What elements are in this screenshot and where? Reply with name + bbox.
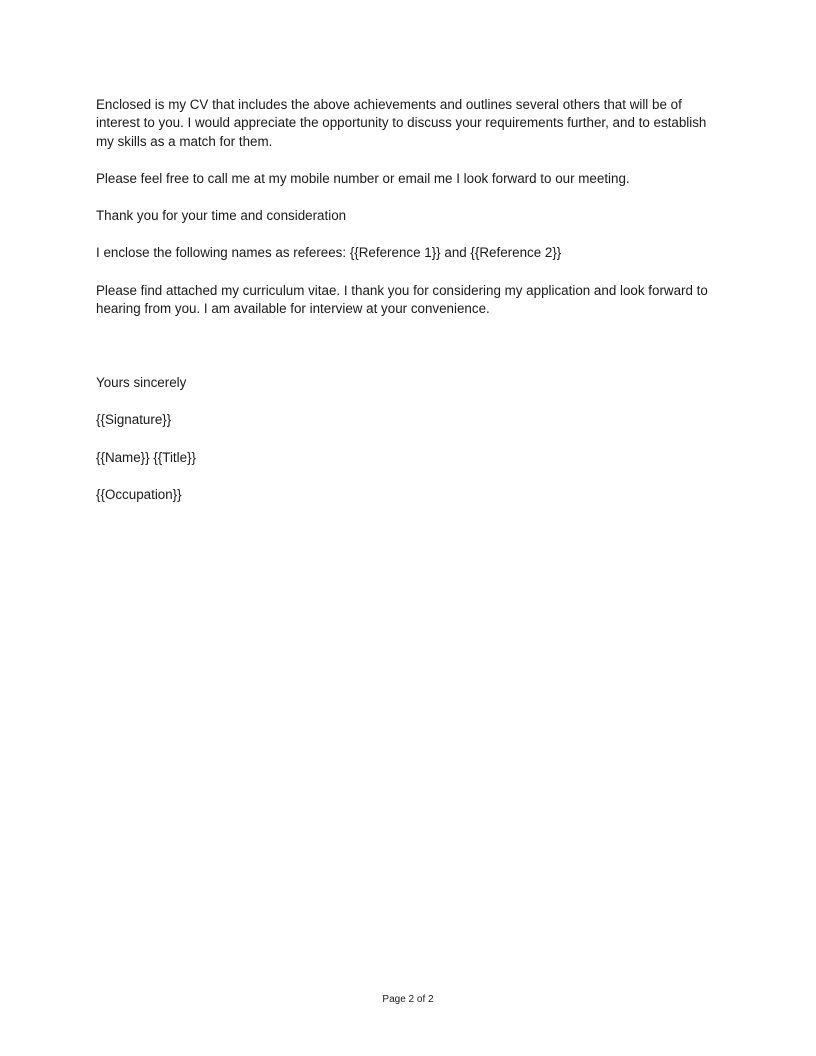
paragraph-contact: Please feel free to call me at my mobile number or email me I look forward to our meeting.	[96, 171, 630, 186]
page-number-footer: Page 2 of 2	[382, 994, 434, 1005]
signature-placeholder: {{Signature}}	[96, 412, 172, 427]
paragraph-cv: Enclosed is my CV that includes the above achievements and outlines several others that will be of interest to you. I would appreciate the opportunity to discuss your requirements further, and to establish my skills as a match for them.	[96, 97, 707, 149]
closing-text: Yours sincerely	[96, 375, 187, 390]
paragraph-referees: I enclose the following names as referees: {{Reference 1}} and {{Reference 2}}	[96, 245, 562, 260]
paragraph-thanks: Thank you for your time and consideration	[96, 208, 347, 223]
name-title-placeholder: {{Name}} {{Title}}	[96, 450, 197, 465]
occupation-placeholder: {{Occupation}}	[96, 487, 182, 502]
paragraph-attached: Please find attached my curriculum vitae. I thank you for considering my application and look forward to hearing from you. I am available for interview at your convenience.	[96, 283, 708, 317]
